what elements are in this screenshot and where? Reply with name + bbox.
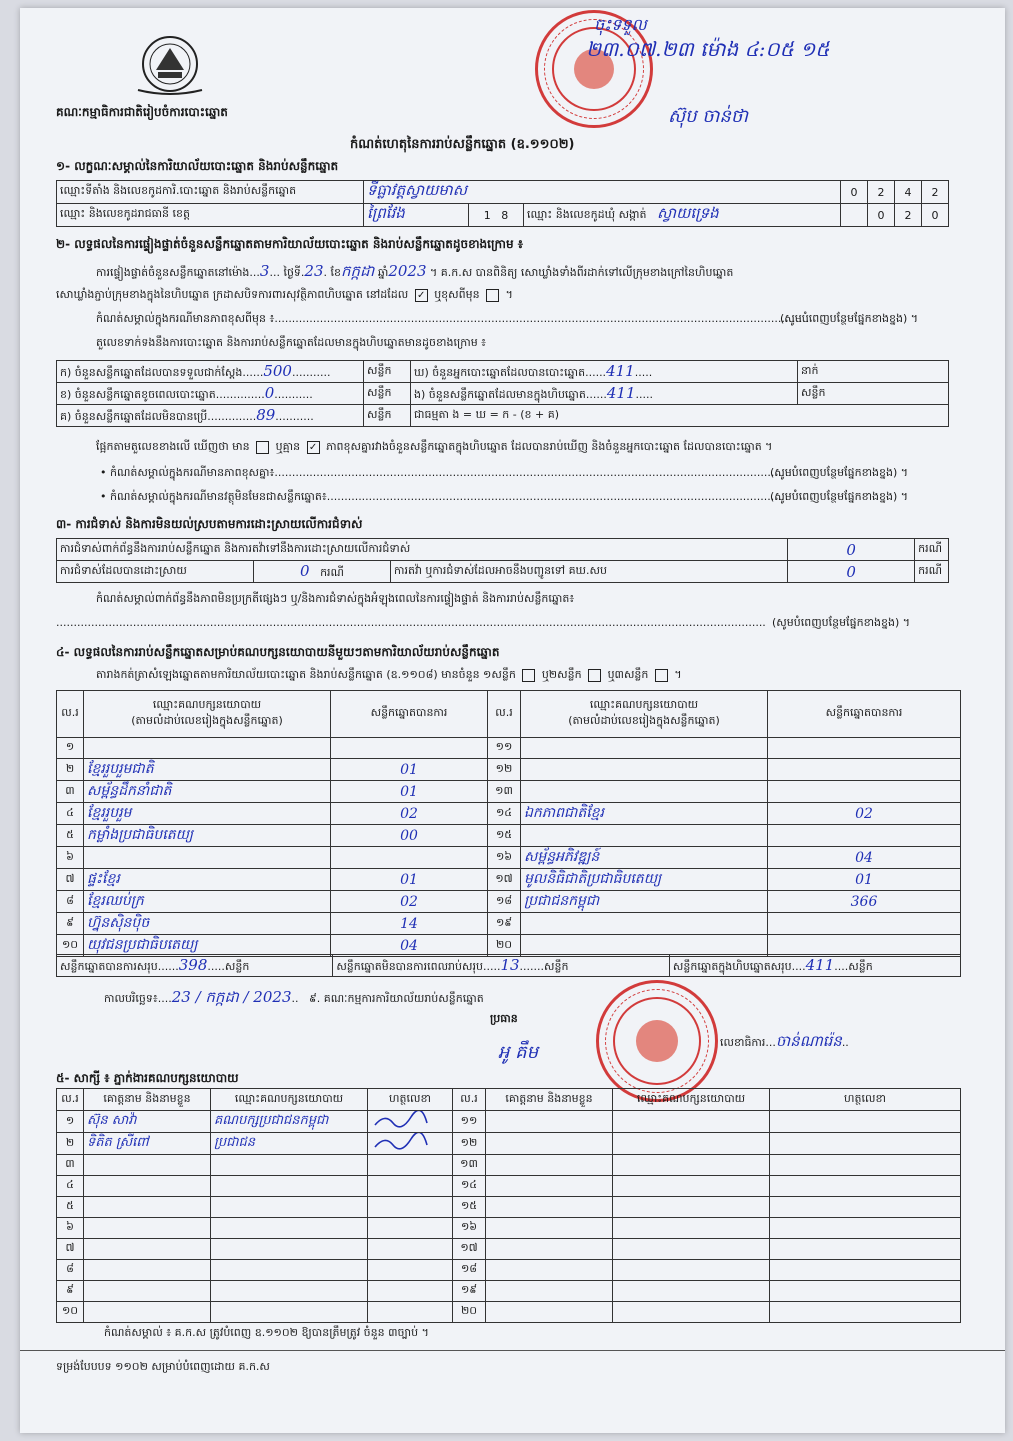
fig-b-unit: សន្លឹក	[364, 383, 411, 405]
table-row	[57, 1239, 961, 1260]
resolved-value: 0	[300, 561, 310, 580]
footer-text: ទម្រង់បែបបទ ១១០២ សម្រាប់បំពេញដោយ គ.ក.ស	[56, 1360, 270, 1373]
compare-label: ផ្អែកតាមតួលេខខាងលើ ឃើញថា មាន	[96, 440, 250, 453]
verify-month: កក្កដា	[341, 262, 375, 280]
nec-logo	[132, 34, 208, 98]
verify-text-1: ការផ្ទៀងផ្ទាត់ចំនួនសន្លឹកឆ្នោតនៅម៉ោង	[96, 266, 250, 279]
row-no: ១០	[61, 1304, 79, 1317]
commune-code-1: 0	[868, 204, 895, 227]
w-col-no-right: ល.រ	[453, 1089, 486, 1111]
party-name: ហ្វ៊ុនស៊ិនប៉ិច	[87, 915, 150, 931]
bullet-foreign-fill: (សូមបំពេញបន្ថែមផ្នែកខាងខ្នង) ។	[770, 490, 909, 503]
table-row	[57, 869, 961, 891]
fig-a-unit: សន្លឹក	[364, 361, 411, 383]
table-row	[57, 1197, 961, 1218]
row-no: ៧	[65, 1241, 75, 1254]
formula: ជាធម្មតា ង = ឃ = ក - (ខ + គ)	[411, 405, 949, 427]
complaints-unit: ករណី	[915, 539, 949, 561]
section2-heading: ២- លទ្ធផលនៃការផ្ទៀងផ្ទាត់ចំនួនសន្លឹកឆ្នោតតាមការិយាល័យបោះឆ្នោត និងរាប់សន្លឹកឆ្នោតដូចខាងក្រោម ៖	[56, 237, 524, 251]
party-votes: 02	[855, 805, 873, 822]
table-row	[57, 759, 961, 781]
fig-a-value: 500	[263, 361, 292, 380]
document-page: គណៈកម្មាធិការជាតិរៀបចំការបោះឆ្នោត ចុះទទួល ២៣.០៧.២៣ ម៉ោង ៤:០៥ ១៥ ស៊ុប ចាន់ថា កំណត់ហេតុនៃការរាប់សន្លឹកឆ្នោត (ឧ.១១០២) ១- លក្ខណៈសម្គាល់នៃការិយាល័យបោះឆ្នោត និងរាប់សន្លឹកឆ្នោត ឈ្មោះទីតាំង និងលេខកូដការិ.បោះឆ្នោត និងរាប់សន្លឹកឆ្នោត ទីធ្លាវត្តស្វាយមាស 0 2 4 2 ឈ្មោះ និងលេខកូដរាជធានី ខេត្ត ព្រៃវែង 1 8 ឈ្មោះ និងលេខកូដឃុំ សង្កាត់ ស្វាយទ្រេង 0 2 0 ២- លទ្ធផលនៃការផ្ទៀងផ្ទាត់ចំនួនសន្លឹកឆ្នោតតាមការិយាល័យបោះឆ្នោត និងរាប់សន្លឹកឆ្នោតដូចខាងក្រោម ៖ ការផ្ទៀងផ្ទាត់ចំនួនសន្លឹកឆ្នោតនៅម៉ោង...3... ថ្ងៃទី.23. ខែកក្កដា ឆ្នាំ2023 ។ គ.ក.ស បានពិនិត្យ សោឃ្លាំងទាំងពីរដាក់ទៅលើក្រុមខាងក្រៅនៃហិបឆ្នោត សោឃ្លាំងភ្ជាប់ក្រុមខាងក្នុងនៃហិបឆ្នោត ក្រដាសបិទការពារសុវត្ថិភាពហិបឆ្នោត នៅដដែល ✓ ឬខុសពីមុន ។ កំណត់សម្គាល់ក្នុងករណីមានភាពខុសពីមុន ៖......................................................................................................................................................... (សូមបំពេញបន្ថែមផ្នែកខាងខ្នង) ។ តួលេខទាក់ទងនឹងការបោះឆ្នោត និងការរាប់សន្លឹកឆ្នោតដែលមានក្នុងហិបឆ្នោតមានដូចខាងក្រោម ៖ ក) ចំនួនសន្លឹកឆ្នោតដែលបានទទួលជាក់ស្តែង......500........... សន្លឹក ឃ) ចំនួនអ្នកបោះឆ្នោតដែលបានបោះឆ្នោត......411..... នាក់ ខ) ចំនួនសន្លឹកឆ្នោតខូចពេលបោះឆ្នោត..............0........... សន្លឹក ង) ចំនួនសន្លឹកឆ្នោតដែលមានក្នុងហិបឆ្នោត......411..... សន្លឹក គ) ចំនួនសន្លឹកឆ្នោតដែលមិនបានប្រើ..............89........... សន្លឹក ជាធម្មតា ង = ឃ = ក - (ខ + គ) ផ្អែកតាមតួលេខខាងលើ ឃើញថា មាន ឬគ្មាន ✓ ភាពខុសគ្នារវាងចំនួនសន្លឹកឆ្នោតក្នុងហិបឆ្នោត ដែលបានរាប់ឃើញ និងចំនួនអ្នកបោះឆ្នោត ដែលបានបោះឆ្នោត ។ • កំណត់សម្គាល់ក្នុងករណីមានភាពខុសគ្នា៖..................................................................................................................................................... (សូមបំពេញបន្ថែមផ្នែកខាងខ្នង) ។ • កំណត់សម្គាល់ក្នុងករណីមានវត្ថុមិនមែនជាសន្លឹកឆ្នោត៖.................................................................................................................................... (សូមបំពេញបន្ថែមផ្នែកខាងខ្នង) ។ ៣- ការជំទាស់ និងការមិនយល់ស្របតាមការដោះស្រាយលើការជំទាស់ ការជំទាស់ពាក់ព័ន្ធនឹងការរាប់សន្លឹកឆ្នោត និងការតវ៉ាទៅនឹងការដោះស្រាយលើការជំទាស់ 0 ករណី ការជំទាស់ដែលបានដោះស្រាយ 0 ករណី ការតវ៉ា ឬការជំទាស់ដែលអាចនឹងបញ្ជូនទៅ គឃ.សប 0 ករណី កំណត់សម្គាល់ពាក់ព័ន្ធនឹងភាពមិនប្រក្រតីផ្សេងៗ ឬ/និងការជំទាស់ក្នុងអំឡុងពេលនៃការផ្ទៀងផ្ទាត់ និងការរាប់សន្លឹកឆ្នោត៖ ........................................................................................................................................................................................................... (សូមបំពេញបន្ថែមផ្នែកខាងខ្នង) ។ ៤- លទ្ធផលនៃការរាប់សន្លឹកឆ្នោតសម្រាប់គណបក្សនយោបាយនីមួយៗតាមការិយាល័យរាប់សន្លឹកឆ្នោត តារាងកត់ត្រាសំឡេងឆ្នោតតាមការិយាល័យបោះឆ្នោត និងរាប់សន្លឹកឆ្នោត (ឧ.១១០៨) មានចំនួន ១សន្លឹក ឬ២សន្លឹក ឬ៣សន្លឹក ។ ល.រ ឈ្មោះគណបក្សនយោបាយ (តាមលំដាប់លេខរៀងក្នុងសន្លឹកឆ្នោត) សន្លឹកឆ្នោតបានការ ល.រ ឈ្មោះគណបក្សនយោបាយ (តាមលំដាប់លេខរៀងក្នុងសន្លឹកឆ្នោត) សន្លឹកឆ្នោតបានការ ១ ១១ ២ ខ្មែររួបរួមជាតិ 01 ១២ ៣ សម្ព័ន្ធដឹកនាំជាតិ 01 ១៣ ៤ ខ្មែររួបរួម 02 ១៤ ឯកភាពជាតិខ្មែរ 02 ៥ កម្លាំងប្រជាធិបតេយ្យ 00 ១៥ ៦ ១៦ សម្ព័ន្ធអភិវឌ្ឍន៍ 04 ៧ ផ្ទះខ្មែរ 01 ១៧ មូលនិធិជាតិប្រជាធិបតេយ្យ 01 ៨ ខ្មែរឈប់ក្រ 02 ១៨ ប្រជាជនកម្ពុជា 366 ៩ ហ្វ៊ុនស៊ិនប៉ិច 14 ១៩ ១០ យុវជនប្រជាធិបតេយ្យ 04 ២០ សន្លឹកឆ្នោតបានការសរុប......398.....សន្លឹក សន្លឹកឆ្នោតមិនបានការពេលរាប់សរុប.....13.......សន្លឹក សន្លឹកឆ្នោតក្នុងហិបឆ្នោតសរុប....411....សន្លឹក កាលបរិច្ឆេទ៖....23 / កក្កដា / 2023.. ៩. គណៈកម្មការការិយាល័យរាប់សន្លឹកឆ្នោត ប្រធាន អូ គឹម លេខាធិការ...ចាន់ណារ៉េន.. ៥- សាក្សី ៖ ភ្នាក់ងារគណបក្សនយោបាយ ល.រ គោត្តនាម និងនាមខ្លួន ឈ្មោះគណបក្សនយោបាយ ហត្ថលេខា ល.រ គោត្តនាម និងនាមខ្លួន ឈ្មោះគណបក្សនយោបាយ ហត្ថលេខា ១ ស៊ុន សាវ៉ា គណបក្សប្រជាជនកម្ពុជា ១១ ២ ទិតិត ស្រីពៅ ប្រជាជន ១២ ៣ ១៣ ៤ ១៤ ៥ ១៥ ៦ ១៦ ៧ ១៧ ៨ ១៨ ៩ ១៩ ១០ ២០ កំណត់សម្គាល់ ៖ គ.ក.ស ត្រូវបំពេញ ឧ.១១០២ ឱ្យបានត្រឹមត្រូវ ចំនួន ៣ច្បាប់ ។ ទម្រង់បែបបទ ១១០២ សម្រាប់បំពេញដោយ គ.ក.ស	[20, 8, 1005, 1433]
party-name: ខ្មែររួបរួម	[87, 805, 132, 821]
w-col-sign-left: ហត្ថលេខា	[368, 1089, 453, 1111]
party-votes: 01	[855, 871, 873, 888]
tally-sheets-text: តារាងកត់ត្រាសំឡេងឆ្នោតតាមការិយាល័យបោះឆ្នោត និងរាប់សន្លឹកឆ្នោត (ឧ.១១០៨) មានចំនួន ១សន្លឹក	[96, 668, 516, 681]
figures-intro: តួលេខទាក់ទងនឹងការបោះឆ្នោត និងការរាប់សន្លឹកឆ្នោតដែលមានក្នុងហិបឆ្នោតមានដូចខាងក្រោម ៖	[96, 336, 487, 349]
station-code-1: 0	[841, 181, 868, 204]
official-stamp-bottom	[596, 980, 718, 1102]
party-votes: 04	[400, 937, 418, 954]
province-name: ព្រៃវែង	[367, 204, 405, 222]
total-box-label: សន្លឹកឆ្នោតក្នុងហិបឆ្នោតសរុប	[672, 959, 792, 973]
row-no: ១០	[61, 937, 79, 951]
same-checkbox[interactable]: ✓	[415, 289, 428, 302]
row-no: ១៨	[495, 893, 513, 907]
station-code-2: 2	[868, 181, 895, 204]
org-line: គណៈកម្មាធិការជាតិរៀបចំការបោះឆ្នោត	[56, 105, 228, 119]
section4-heading: ៤- លទ្ធផលនៃការរាប់សន្លឹកឆ្នោតសម្រាប់គណបក្សនយោបាយនីមួយៗតាមការិយាល័យរាប់សន្លឹកឆ្នោត	[56, 645, 500, 659]
commune-code-3: 0	[922, 204, 949, 227]
diff-fill-note: (សូមបំពេញបន្ថែមផ្នែកខាងខ្នង) ។	[780, 312, 919, 325]
table-row	[57, 847, 961, 869]
party-votes: 02	[400, 805, 418, 822]
party-votes: 04	[855, 849, 873, 866]
party-name: ខ្មែររួបរួមជាតិ	[87, 761, 154, 777]
bullet-diff: • កំណត់សម្គាល់ក្នុងករណីមានភាពខុសគ្នា៖	[100, 466, 275, 479]
table-row	[57, 1302, 961, 1323]
date-value: 23 / កក្កដា / 2023	[171, 988, 292, 1006]
witness-party: ប្រជាជន	[214, 1135, 256, 1150]
row-no: ១៨	[460, 1262, 478, 1275]
commune-name: ស្វាយទ្រេង	[657, 204, 719, 222]
total-valid-unit: សន្លឹក	[224, 959, 250, 973]
table-row	[57, 1281, 961, 1302]
committee-label: ៩. គណៈកម្មការការិយាល័យរាប់សន្លឹកឆ្នោត	[308, 992, 484, 1005]
row-no: ១៩	[495, 915, 513, 929]
chair-signature: អូ គឹម	[498, 1042, 538, 1063]
verify-year: 2023	[388, 262, 427, 280]
total-invalid-unit: សន្លឹក	[544, 959, 569, 973]
table-row	[57, 1133, 961, 1155]
row-no: ៩	[66, 915, 74, 929]
row-no: ២	[65, 761, 75, 775]
form-title: កំណត់ហេតុនៃការរាប់សន្លឹកឆ្នោត (ឧ.១១០២)	[350, 137, 575, 152]
total-invalid-value: 13	[500, 955, 520, 974]
row-no: ២០	[495, 937, 513, 951]
witness-note: កំណត់សម្គាល់ ៖ គ.ក.ស ត្រូវបំពេញ ឧ.១១០២ ឱ្យបានត្រឹមត្រូវ ចំនួន ៣ច្បាប់ ។	[104, 1326, 429, 1339]
party-votes: 01	[400, 761, 418, 778]
diff-note-label: កំណត់សម្គាល់ក្នុងករណីមានភាពខុសពីមុន ៖	[96, 312, 275, 325]
province-code-2: 8	[501, 208, 509, 222]
col-votes-left: សន្លឹកឆ្នោតបានការ	[331, 691, 488, 738]
w-col-sign-right: ហត្ថលេខា	[770, 1089, 961, 1111]
fig-d-value: 411	[606, 361, 635, 380]
row-no: ១៤	[460, 1178, 478, 1191]
col-party-sub-left: (តាមលំដាប់លេខរៀងក្នុងសន្លឹកឆ្នោត)	[131, 714, 283, 727]
totals-table: សន្លឹកឆ្នោតបានការសរុប......398.....សន្លឹក សន្លឹកឆ្នោតមិនបានការពេលរាប់សរុប.....13.......សន្លឹក សន្លឹកឆ្នោតក្នុងហិបឆ្នោតសរុប....411....សន្លឹក	[56, 954, 961, 977]
witness-party: គណបក្សប្រជាជនកម្ពុជា	[214, 1113, 329, 1128]
row-no: ១៥	[460, 1199, 478, 1212]
party-votes: 01	[400, 783, 418, 800]
table-row	[57, 1111, 961, 1133]
row-no: ៨	[66, 1262, 74, 1275]
verify-day: 23	[304, 262, 324, 280]
tally-two: ឬ២សន្លឹក	[541, 668, 582, 681]
fig-c-value: 89	[256, 405, 276, 424]
fig-e-value: 411	[606, 383, 636, 402]
witness-table	[56, 1088, 961, 1323]
verify-text-4: ឆ្នាំ	[377, 266, 389, 279]
verify-text-3: ខែ	[330, 266, 341, 279]
table-row	[57, 1218, 961, 1239]
row-no: ១៣	[495, 783, 513, 797]
forwarded-value: 0	[846, 562, 856, 581]
received-datetime: ២៣.០៧.២៣ ម៉ោង ៤:០៥ ១៥	[586, 37, 830, 61]
row-no: ៤	[66, 805, 74, 819]
fig-d-label: ឃ) ចំនួនអ្នកបោះឆ្នោតដែលបានបោះឆ្នោត	[414, 365, 586, 379]
witness-name: ស៊ុន សាវ៉ា	[87, 1113, 137, 1128]
row-no: ១៧	[460, 1241, 478, 1254]
total-box-value: 411	[805, 955, 835, 974]
fig-d-unit: នាក់	[798, 361, 949, 383]
row-no: ១៧	[495, 871, 513, 885]
row-no: ១១	[495, 740, 513, 753]
no-diff-checkbox[interactable]: ✓	[307, 441, 320, 454]
party-name: ផ្ទះខ្មែរ	[87, 871, 120, 887]
complaints-table	[56, 538, 949, 583]
verify-or: ឬខុសពីមុន	[434, 288, 480, 301]
total-box-unit: សន្លឹក	[848, 959, 873, 973]
fig-a-label: ក) ចំនួនសន្លឹកឆ្នោតដែលបានទទួលជាក់ស្តែង	[60, 365, 243, 379]
section1-table	[56, 180, 949, 227]
col-party-sub-right: (តាមលំដាប់លេខរៀងក្នុងសន្លឹកឆ្នោត)	[568, 714, 720, 727]
verify-line2: សោឃ្លាំងភ្ជាប់ក្រុមខាងក្នុងនៃហិបឆ្នោត ក្រដាសបិទការពារសុវត្ថិភាពហិបឆ្នោត នៅដដែល	[56, 288, 409, 301]
row-no: ៥	[66, 1199, 74, 1212]
row-no: ១៥	[495, 827, 513, 841]
has-diff-checkbox[interactable]	[256, 441, 269, 454]
resolved-unit: ករណី	[320, 565, 344, 579]
party-name: យុវជនប្រជាធិបតេយ្យ	[87, 937, 198, 953]
fig-b-label: ខ) ចំនួនសន្លឹកឆ្នោតខូចពេលបោះឆ្នោត	[60, 387, 216, 401]
fig-e-unit: សន្លឹក	[798, 383, 949, 405]
w-col-name-right: គោត្តនាម និងនាមខ្លួន	[486, 1089, 613, 1111]
row-no: ១	[65, 1113, 75, 1127]
received-stamp-text: ចុះទទួល	[594, 15, 647, 34]
table-row	[57, 825, 961, 847]
row-no: ១១	[460, 1113, 478, 1127]
station-label: ឈ្មោះទីតាំង និងលេខកូដការិ.បោះឆ្នោត និងរាប់សន្លឹកឆ្នោត	[57, 181, 364, 204]
row-no: ១៤	[495, 805, 513, 819]
col-no-right: ល.រ	[488, 691, 521, 738]
col-party-right: ឈ្មោះគណបក្សនយោបាយ	[589, 698, 699, 711]
row-no: ១៦	[460, 1220, 478, 1233]
fig-b-value: 0	[264, 383, 275, 402]
resolved-label: ការជំទាស់ដែលបានដោះស្រាយ	[57, 561, 254, 583]
secretary-signature: ចាន់ណារ៉េន	[775, 1032, 842, 1050]
verify-time: 3	[259, 262, 270, 280]
row-no: ១៩	[460, 1283, 478, 1296]
chair-label: ប្រធាន	[490, 1012, 518, 1025]
row-no: ៩	[66, 1283, 74, 1296]
party-votes: 00	[400, 827, 418, 844]
party-votes: 02	[400, 893, 418, 910]
row-no: ១២	[460, 1135, 478, 1149]
bullet-diff-fill: (សូមបំពេញបន្ថែមផ្នែកខាងខ្នង) ។	[770, 466, 909, 479]
w-col-name-left: គោត្តនាម និងនាមខ្លួន	[84, 1089, 211, 1111]
row-no: ២០	[460, 1304, 478, 1317]
row-no: ៦	[66, 849, 74, 863]
col-party-left: ឈ្មោះគណបក្សនយោបាយ	[152, 698, 262, 711]
results-table	[56, 690, 961, 957]
row-no: ៦	[66, 1220, 74, 1233]
verify-text-5: ។ គ.ក.ស បានពិនិត្យ សោឃ្លាំងទាំងពីរដាក់ទៅលើក្រុមខាងក្រៅនៃហិបឆ្នោត	[430, 266, 734, 279]
tally-three: ឬ៣សន្លឹក	[607, 668, 649, 681]
col-no-left: ល.រ	[57, 691, 84, 738]
secretary-label: លេខាធិការ	[720, 1036, 766, 1049]
total-valid-label: សន្លឹកឆ្នោតបានការសរុប	[60, 959, 158, 973]
party-name: មូលនិធិជាតិប្រជាធិបតេយ្យ	[524, 871, 662, 887]
received-signature: ស៊ុប ចាន់ថា	[668, 106, 748, 127]
table-row	[57, 781, 961, 803]
row-no: ៣	[65, 1157, 75, 1170]
section1-heading: ១- លក្ខណៈសម្គាល់នៃការិយាល័យបោះឆ្នោត និងរាប់សន្លឹកឆ្នោត	[56, 159, 339, 173]
row-no: ៨	[66, 893, 74, 907]
row-no: ២	[65, 1135, 75, 1149]
total-invalid-label: សន្លឹកឆ្នោតមិនបានការពេលរាប់សរុប	[336, 959, 483, 973]
forwarded-label: ការតវ៉ា ឬការជំទាស់ដែលអាចនឹងបញ្ជូនទៅ គឃ.សប	[391, 561, 788, 583]
footer-divider	[20, 1350, 1005, 1351]
w-col-party-right: ឈ្មោះគណបក្សនយោបាយ	[613, 1089, 770, 1111]
party-name: ឯកភាពជាតិខ្មែរ	[524, 805, 604, 821]
figures-table: ក) ចំនួនសន្លឹកឆ្នោតដែលបានទទួលជាក់ស្តែង......500........... សន្លឹក ឃ) ចំនួនអ្នកបោះឆ្នោតដែលបានបោះឆ្នោត......411..... នាក់ ខ) ចំនួនសន្លឹកឆ្នោតខូចពេលបោះឆ្នោត..............0........... សន្លឹក ង) ចំនួនសន្លឹកឆ្នោតដែលមានក្នុងហិបឆ្នោត......411..... សន្លឹក គ) ចំនួនសន្លឹកឆ្នោតដែលមិនបានប្រើ..............89........... សន្លឹក ជាធម្មតា ង = ឃ = ក - (ខ + គ)	[56, 360, 949, 427]
row-no: ១៦	[495, 849, 513, 863]
table-row	[57, 913, 961, 935]
party-name: សម្ព័ន្ធដឹកនាំជាតិ	[87, 783, 172, 799]
row-no: ៥	[66, 827, 74, 841]
section5-heading: ៥- សាក្សី ៖ ភ្នាក់ងារគណបក្សនយោបាយ	[56, 1071, 239, 1085]
row-no: ១៣	[460, 1157, 478, 1170]
table-row	[57, 803, 961, 825]
witness-name: ទិតិត ស្រីពៅ	[87, 1135, 149, 1150]
compare-or: ឬគ្មាន	[275, 440, 301, 453]
row-no: ១	[65, 740, 75, 753]
bullet-foreign: • កំណត់សម្គាល់ក្នុងករណីមានវត្ថុមិនមែនជាសន្លឹកឆ្នោត៖	[100, 490, 327, 503]
forwarded-unit: ករណី	[915, 561, 949, 583]
table-row	[57, 738, 961, 759]
witness-signature	[371, 1141, 431, 1154]
three-sheet-checkbox[interactable]	[655, 669, 668, 682]
province-code-1: 1	[483, 208, 491, 222]
witness-signature	[371, 1119, 431, 1132]
complaints-label: ការជំទាស់ពាក់ព័ន្ធនឹងការរាប់សន្លឹកឆ្នោត និងការតវ៉ាទៅនឹងការដោះស្រាយលើការជំទាស់	[57, 539, 788, 561]
fig-e-label: ង) ចំនួនសន្លឹកឆ្នោតដែលមានក្នុងហិបឆ្នោត	[414, 387, 586, 401]
row-no: ៧	[65, 871, 75, 885]
station-code-3: 4	[895, 181, 922, 204]
col-votes-right: សន្លឹកឆ្នោតបានការ	[768, 691, 961, 738]
table-row	[57, 1176, 961, 1197]
commune-code-2: 2	[895, 204, 922, 227]
fig-c-unit: សន្លឹក	[364, 405, 411, 427]
complaints-value: 0	[846, 540, 856, 559]
w-col-no-left: ល.រ	[57, 1089, 84, 1111]
station-code-4: 2	[922, 181, 949, 204]
party-name: ខ្មែរឈប់ក្រ	[87, 893, 144, 909]
party-votes: 01	[400, 871, 418, 888]
province-label: ឈ្មោះ និងលេខកូដរាជធានី ខេត្ត	[57, 204, 364, 227]
row-no: ១២	[495, 761, 513, 775]
section3-heading: ៣- ការជំទាស់ និងការមិនយល់ស្របតាមការដោះស្រាយលើការជំទាស់	[56, 517, 363, 531]
table-row	[57, 891, 961, 913]
total-valid-value: 398	[178, 955, 208, 974]
fig-c-label: គ) ចំនួនសន្លឹកឆ្នោតដែលមិនបានប្រើ	[60, 409, 208, 423]
party-votes: 366	[850, 893, 878, 910]
row-no: ៤	[66, 1178, 74, 1191]
irregularity-note: កំណត់សម្គាល់ពាក់ព័ន្ធនឹងភាពមិនប្រក្រតីផ្សេងៗ ឬ/និងការជំទាស់ក្នុងអំឡុងពេលនៃការផ្ទៀងផ្ទាត់ និងការរាប់សន្លឹកឆ្នោត៖	[96, 592, 575, 605]
table-row	[57, 1155, 961, 1176]
commune-label: ឈ្មោះ និងលេខកូដឃុំ សង្កាត់	[527, 208, 647, 221]
row-no: ៣	[65, 783, 75, 797]
two-sheet-checkbox[interactable]	[588, 669, 601, 682]
party-name: ប្រជាជនកម្ពុជា	[524, 893, 600, 909]
irregularity-fill: (សូមបំពេញបន្ថែមផ្នែកខាងខ្នង) ។	[772, 616, 911, 629]
date-label: កាលបរិច្ឆេទ៖	[104, 992, 158, 1005]
w-col-party-left: ឈ្មោះគណបក្សនយោបាយ	[211, 1089, 368, 1111]
compare-rest: ភាពខុសគ្នារវាងចំនួនសន្លឹកឆ្នោតក្នុងហិបឆ្នោត ដែលបានរាប់ឃើញ និងចំនួនអ្នកបោះឆ្នោត ដែលបានបោះឆ្នោត ។	[326, 440, 773, 453]
table-row	[57, 1260, 961, 1281]
different-checkbox[interactable]	[486, 289, 499, 302]
verify-text-2: ថ្ងៃទី	[283, 266, 301, 279]
station-name: ទីធ្លាវត្តស្វាយមាស	[367, 181, 467, 199]
party-name: កម្លាំងប្រជាធិបតេយ្យ	[87, 827, 194, 843]
party-votes: 14	[400, 915, 418, 932]
one-sheet-checkbox[interactable]	[522, 669, 535, 682]
party-name: សម្ព័ន្ធអភិវឌ្ឍន៍	[524, 849, 600, 865]
